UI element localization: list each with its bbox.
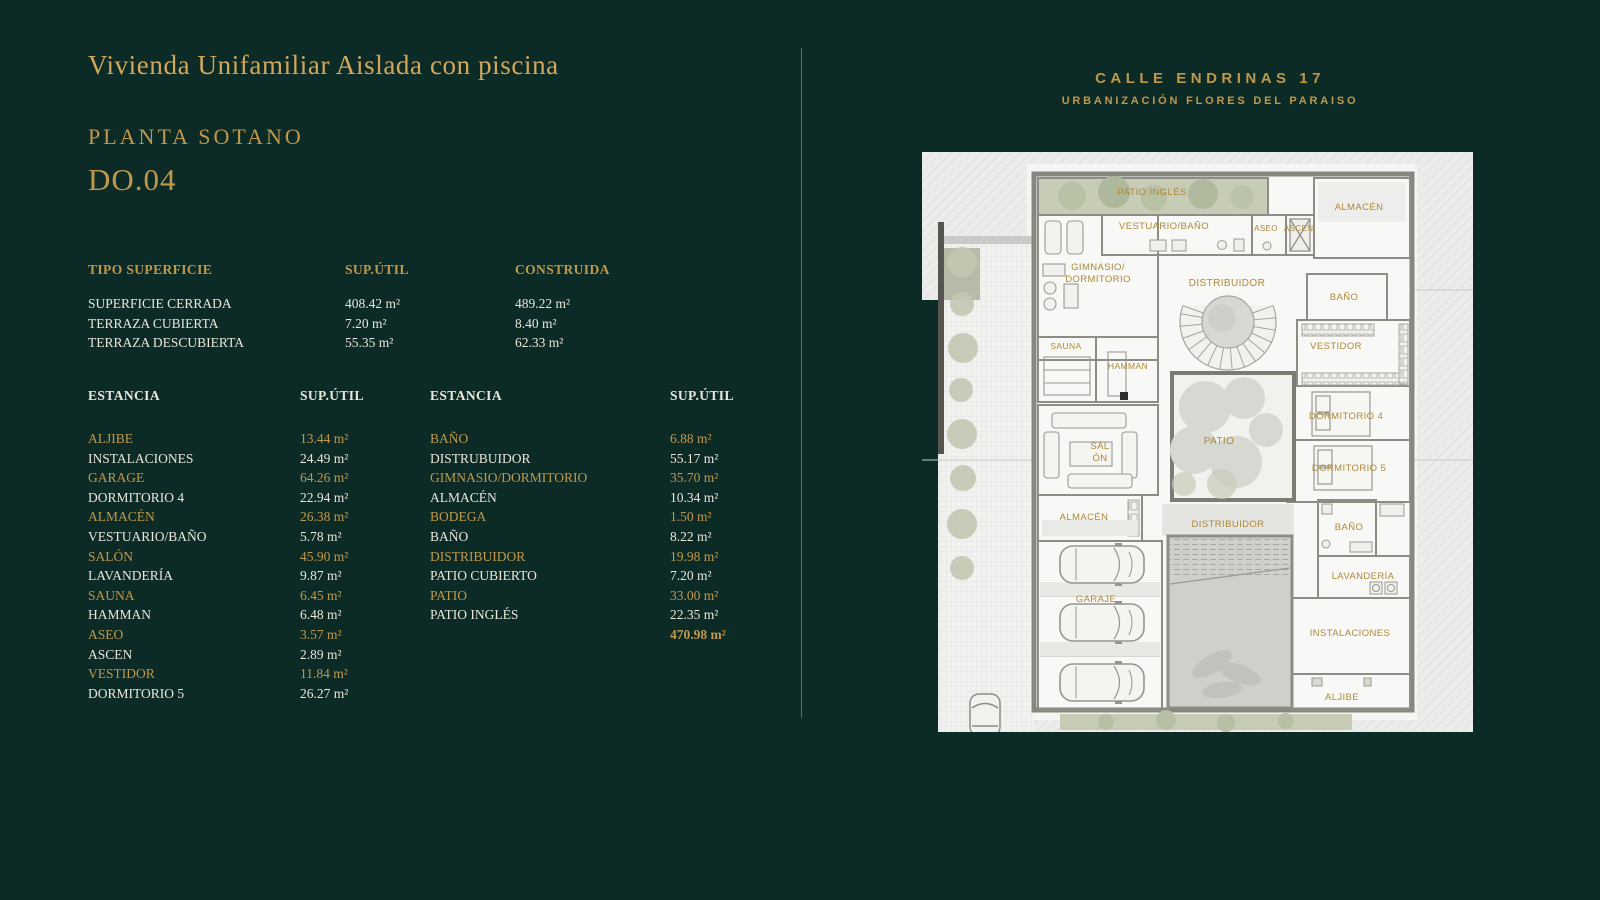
table-row xyxy=(88,316,688,336)
room-name: DORMITORIO 5 xyxy=(88,685,185,701)
room-name: DISTRIBUIDOR xyxy=(430,548,526,564)
surface-built: 8.40 m² xyxy=(515,315,557,331)
plan-label-gimnasio-line1: GIMNASIO/ xyxy=(1071,262,1125,273)
plan-label-bano-top: BAÑO xyxy=(1329,292,1359,303)
room-name: PATIO xyxy=(430,587,468,603)
total-area: 470.98 m² xyxy=(670,626,726,642)
room-area: 9.87 m² xyxy=(300,568,342,584)
plan-label-instalaciones: INSTALACIONES xyxy=(1309,628,1391,639)
table-row xyxy=(88,627,418,647)
room-area: 6.48 m² xyxy=(300,607,342,623)
room-area: 5.78 m² xyxy=(300,528,342,544)
room-area: 13.44 m² xyxy=(300,431,349,446)
table-row xyxy=(430,451,760,471)
table-row xyxy=(88,296,688,316)
room-area: 7.20 m² xyxy=(670,568,712,584)
exterior-car xyxy=(970,694,1000,732)
room-name: HAMMAN xyxy=(88,607,152,623)
vertical-divider xyxy=(801,48,802,718)
rooms-table-header xyxy=(88,388,418,408)
page-title: Vivienda Unifamiliar Aislada con piscina xyxy=(88,50,559,80)
table-row xyxy=(430,549,760,569)
col-sup-util: SUP.ÚTIL xyxy=(300,388,364,403)
room-name: SALÓN xyxy=(88,548,134,564)
col-construida: CONSTRUIDA xyxy=(515,262,610,277)
plan-label-sauna: SAUNA xyxy=(1050,341,1082,351)
plan-code: DO.04 xyxy=(88,162,177,197)
table-row xyxy=(430,431,760,451)
table-row xyxy=(88,666,418,686)
room-area: 26.38 m² xyxy=(300,509,349,525)
room-area: 64.26 m² xyxy=(300,470,349,486)
rooms-table-header xyxy=(430,388,760,408)
room-area: 10.34 m² xyxy=(670,489,719,505)
garage-ramp xyxy=(1168,536,1292,708)
room-area: 6.88 m² xyxy=(670,431,712,446)
surface-type: SUPERFICIE CERRADA xyxy=(88,296,232,311)
room-name: VESTUARIO/BAÑO xyxy=(88,528,207,544)
plan-label-lavanderia: LAVANDERÍA xyxy=(1331,571,1395,582)
surface-util: 55.35 m² xyxy=(345,335,394,351)
room-name: ASCEN xyxy=(88,646,133,662)
plan-label-bano-low: BAÑO xyxy=(1334,522,1364,533)
room-area: 1.50 m² xyxy=(670,509,712,525)
table-row xyxy=(88,431,418,451)
table-row xyxy=(88,549,418,569)
room-area: 26.27 m² xyxy=(300,685,349,701)
room-name: ALMACÉN xyxy=(88,509,155,525)
room-area: 3.57 m² xyxy=(300,626,342,642)
room-name: SAUNA xyxy=(88,587,135,603)
room-area: 35.70 m² xyxy=(670,470,719,486)
table-row xyxy=(88,647,418,667)
room-name: VESTIDOR xyxy=(88,666,155,682)
table-row xyxy=(430,607,760,627)
floor-label: PLANTA SOTANO xyxy=(88,124,304,149)
surface-type: TERRAZA DESCUBIERTA xyxy=(88,335,244,351)
room-area: 33.00 m² xyxy=(670,587,719,603)
table-row xyxy=(88,335,688,355)
table-row xyxy=(88,686,418,706)
plan-label-patio-ingles: PATIO INGLÉS xyxy=(1117,187,1187,198)
room-name: PATIO INGLÉS xyxy=(430,607,519,623)
room-name: BAÑO xyxy=(430,528,469,544)
surface-type: TERRAZA CUBIERTA xyxy=(88,315,219,331)
garage-cars xyxy=(1060,543,1144,704)
total-row xyxy=(430,627,760,647)
plan-label-salon-line2: ÓN xyxy=(1092,453,1108,464)
plan-label-almacen-small: ALMACÉN xyxy=(1059,512,1109,523)
plan-label-garaje: GARAJE xyxy=(1075,594,1117,605)
table-row xyxy=(430,588,760,608)
plan-label-distribuidor-low: DISTRIBUIDOR xyxy=(1191,519,1265,530)
room-name: GIMNASIO/DORMITORIO xyxy=(430,470,588,486)
plan-label-hamman: HAMMAN xyxy=(1107,361,1149,371)
room-name: INSTALACIONES xyxy=(88,450,194,466)
table-row xyxy=(430,470,760,490)
room-name: DORMITORIO 4 xyxy=(88,489,185,505)
plan-label-aseo: ASEO xyxy=(1254,224,1278,233)
room-area: 8.22 m² xyxy=(670,528,712,544)
table-row xyxy=(88,568,418,588)
table-row xyxy=(430,490,760,510)
room-name: ASEO xyxy=(88,626,124,642)
plan-label-patio: PATIO xyxy=(1203,436,1235,447)
col-estancia: ESTANCIA xyxy=(88,388,160,403)
col-sup-util: SUP.ÚTIL xyxy=(345,262,409,277)
room-area: 55.17 m² xyxy=(670,450,719,466)
exterior-tiled-patio xyxy=(940,244,1034,732)
room-area: 2.89 m² xyxy=(300,646,342,662)
room-area: 11.84 m² xyxy=(300,666,348,682)
rooms-table-left xyxy=(88,388,418,705)
table-row xyxy=(88,490,418,510)
room-area: 24.49 m² xyxy=(300,450,349,466)
col-tipo-superficie: TIPO SUPERFICIE xyxy=(88,262,213,277)
floor-plan-image xyxy=(922,152,1473,732)
plan-label-dormitorio4: DORMITORIO 4 xyxy=(1308,411,1384,422)
table-row xyxy=(430,568,760,588)
room-area: 22.94 m² xyxy=(300,489,349,505)
room-area: 45.90 m² xyxy=(300,548,349,564)
plan-label-salon-line1: SAL xyxy=(1090,441,1110,452)
surface-summary-table xyxy=(88,262,688,355)
col-estancia: ESTANCIA xyxy=(430,388,502,403)
room-area: 19.98 m² xyxy=(670,548,719,564)
plan-label-ascensor: ASCEN. xyxy=(1283,224,1317,233)
surface-table-header xyxy=(88,262,688,282)
plan-label-almacen-top: ALMACÉN xyxy=(1334,202,1384,213)
table-row xyxy=(430,509,760,529)
surface-built: 489.22 m² xyxy=(515,296,571,311)
surface-built: 62.33 m² xyxy=(515,335,564,351)
table-row xyxy=(88,607,418,627)
table-row xyxy=(430,529,760,549)
room-name: LAVANDERÍA xyxy=(88,568,174,584)
address-street: CALLE ENDRINAS 17 xyxy=(1095,70,1325,87)
room-name: BODEGA xyxy=(430,509,487,525)
room-name: PATIO CUBIERTO xyxy=(430,568,537,584)
address-block xyxy=(1000,70,1420,107)
room-area: 22.35 m² xyxy=(670,607,719,623)
room-area: 6.45 m² xyxy=(300,587,342,603)
surface-util: 408.42 m² xyxy=(345,296,401,311)
room-name: GARAGE xyxy=(88,470,145,486)
room-name: ALMACÉN xyxy=(430,489,497,505)
col-sup-util: SUP.ÚTIL xyxy=(670,388,734,403)
plan-label-dormitorio5: DORMITORIO 5 xyxy=(1311,463,1387,474)
surface-util: 7.20 m² xyxy=(345,315,387,331)
plan-label-vestidor: VESTIDOR xyxy=(1310,341,1362,352)
room-name: ALJIBE xyxy=(88,431,133,446)
table-row xyxy=(88,588,418,608)
rooms-table-right xyxy=(430,388,760,647)
table-row xyxy=(88,470,418,490)
address-urbanization: URBANIZACIÓN FLORES DEL PARAISO xyxy=(1061,95,1359,107)
room-name: DISTRUBUIDOR xyxy=(430,450,531,466)
garden-wall xyxy=(938,222,944,454)
table-row xyxy=(88,529,418,549)
table-row xyxy=(88,451,418,471)
room-name: BAÑO xyxy=(430,431,469,446)
plan-label-gimnasio-line2: DORMITORIO xyxy=(1065,274,1131,285)
plan-label-distribuidor-top: DISTRIBUIDOR xyxy=(1188,278,1266,289)
plan-label-aljibe: ALJIBE xyxy=(1324,692,1360,703)
plan-label-vestuario-bano: VESTUARIO/BAÑO xyxy=(1118,221,1210,232)
table-row xyxy=(88,509,418,529)
